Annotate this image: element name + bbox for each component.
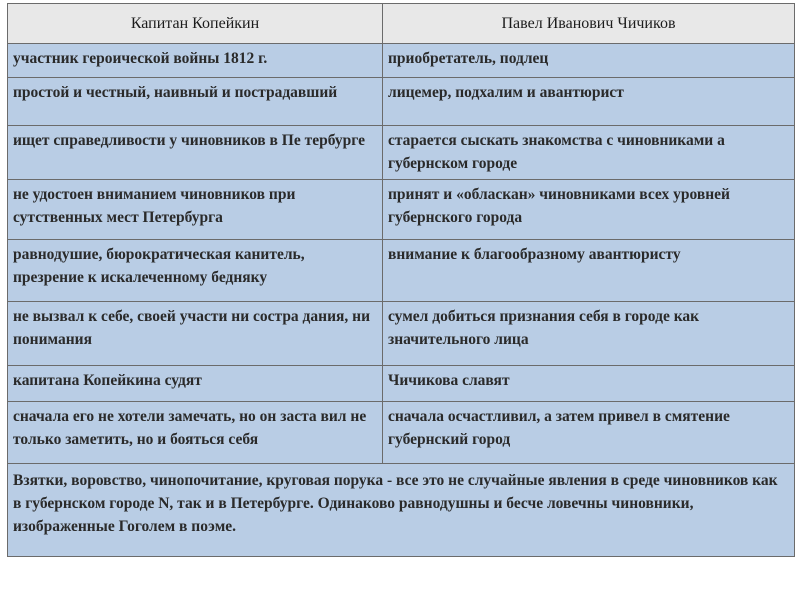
cell-kopeikin: сначала его не хотели замечать, но он заста вил не только заметить, но и бояться себя bbox=[8, 402, 383, 464]
cell-chichikov: лицемер, подхалим и авантюрист bbox=[383, 78, 795, 126]
comparison-table bbox=[7, 3, 795, 557]
cell-chichikov: старается сыскать знакомства с чиновниками а губернском городе bbox=[383, 126, 795, 180]
header-chichikov: Павел Иванович Чичиков bbox=[383, 4, 795, 44]
table-row bbox=[8, 402, 795, 464]
cell-kopeikin: равнодушие, бюрократическая канитель, презрение к искалеченному бедняку bbox=[8, 240, 383, 302]
summary-row bbox=[8, 464, 795, 557]
cell-kopeikin: капитана Копейкина судят bbox=[8, 366, 383, 402]
table-row bbox=[8, 180, 795, 240]
cell-kopeikin: не удостоен вниманием чиновников при сутственных мест Петербурга bbox=[8, 180, 383, 240]
header-kopeikin: Капитан Копейкин bbox=[8, 4, 383, 44]
cell-chichikov: сначала осчастливил, а затем привел в смятение губернский город bbox=[383, 402, 795, 464]
table-row bbox=[8, 44, 795, 78]
cell-kopeikin: не вызвал к себе, своей участи ни состра дания, ни понимания bbox=[8, 302, 383, 366]
cell-chichikov: принят и «обласкан» чиновниками всех уровней губернского города bbox=[383, 180, 795, 240]
cell-chichikov: внимание к благообразному авантюристу bbox=[383, 240, 795, 302]
cell-chichikov: сумел добиться признания себя в городе как значительного лица bbox=[383, 302, 795, 366]
summary-cell: Взятки, воровство, чинопочитание, круговая порука - все это не случайные явления в среде чиновников как в губернском городе N, так и в Петербурге. Одинаково равнодушны и бесче ловечны чиновники, изображенные Гоголем в поэме. bbox=[8, 464, 795, 557]
table-row bbox=[8, 302, 795, 366]
table-row bbox=[8, 240, 795, 302]
cell-chichikov: приобретатель, подлец bbox=[383, 44, 795, 78]
table-header-row bbox=[8, 4, 795, 44]
cell-kopeikin: участник героической войны 1812 г. bbox=[8, 44, 383, 78]
cell-chichikov: Чичикова славят bbox=[383, 366, 795, 402]
cell-kopeikin: ищет справедливости у чиновников в Пе тербурге bbox=[8, 126, 383, 180]
table-row bbox=[8, 126, 795, 180]
table-row bbox=[8, 366, 795, 402]
cell-kopeikin: простой и честный, наивный и пострадавший bbox=[8, 78, 383, 126]
table-row bbox=[8, 78, 795, 126]
